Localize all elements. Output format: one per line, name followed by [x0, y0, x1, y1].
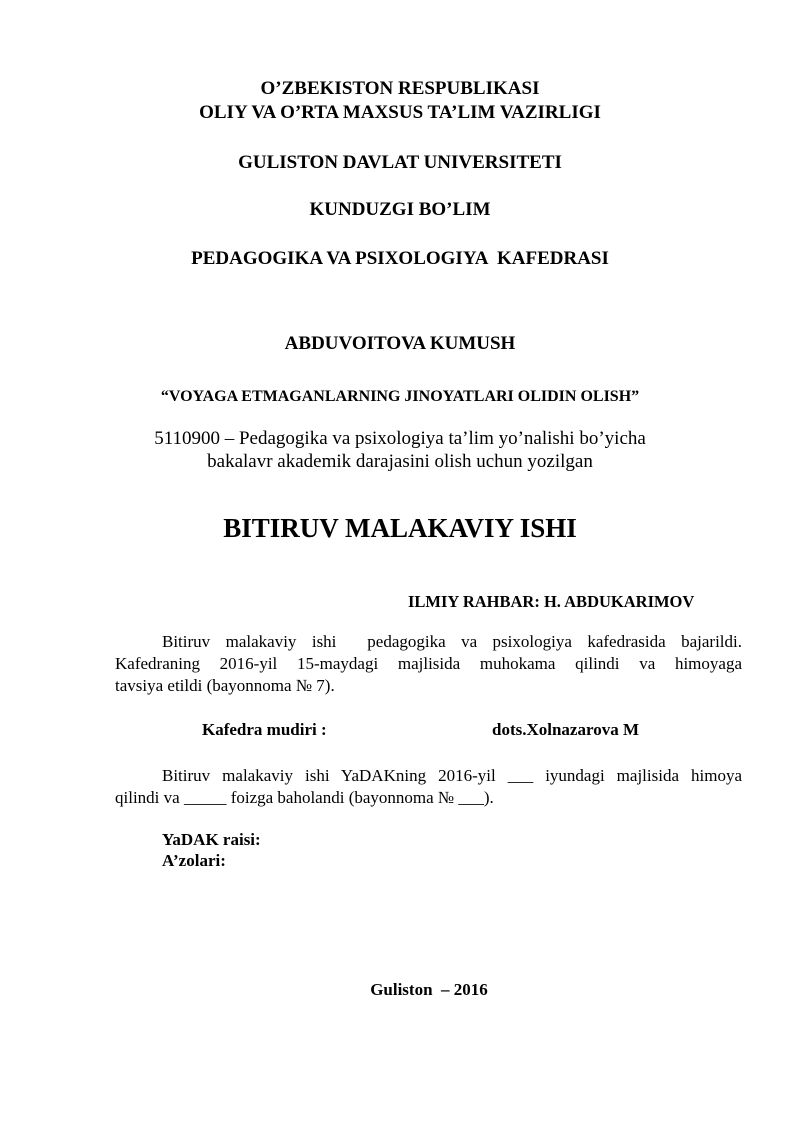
place-and-year: Guliston – 2016 [370, 980, 488, 999]
thesis-topic: “VOYAGA ETMAGANLARNING JINOYATLARI OLIDIN OLISH” [160, 388, 640, 405]
approval-line-2: Kafedraning 2016-yil 15-maydagi majlisida muhokama qilindi va himoyaga [115, 654, 742, 673]
department-type-heading: KUNDUZGI BO’LIM [309, 199, 491, 220]
specialty-line-1: 5110900 – Pedagogika va psixologiya ta’lim yo’nalishi bo’yicha [154, 428, 646, 449]
kafedra-head-label: Kafedra mudiri : [202, 720, 327, 739]
chair-heading: PEDAGOGIKA VA PSIXOLOGIYA KAFEDRASI [191, 248, 609, 269]
defense-line-1: Bitiruv malakaviy ishi YaDAKning 2016-yil ___ iyundagi majlisida himoya [162, 766, 742, 785]
author-name: ABDUVOITOVA KUMUSH [284, 333, 516, 354]
approval-line-1: Bitiruv malakaviy ishi pedagogika va psixologiya kafedrasida bajarildi. [162, 632, 742, 651]
scientific-advisor: ILMIY RAHBAR: H. ABDUKARIMOV [408, 592, 695, 611]
university-heading: GULISTON DAVLAT UNIVERSITETI [238, 152, 562, 173]
approval-line-3: tavsiya etildi (bayonnoma № 7). [115, 676, 335, 695]
approval-paragraph [115, 631, 742, 697]
defense-line-2: qilindi va _____ foizga baholandi (bayonnoma № ___). [115, 788, 494, 807]
committee-chair-label: YaDAK raisi: [162, 830, 261, 849]
kafedra-head-name: dots.Xolnazarova M [492, 720, 640, 739]
committee-members-label: A’zolari: [162, 851, 226, 870]
defense-paragraph [115, 765, 742, 809]
ministry-heading: OLIY VA O’RTA MAXSUS TA’LIM VAZIRLIGI [199, 102, 601, 123]
work-title: BITIRUV MALAKAVIY ISHI [223, 513, 577, 543]
republic-heading: O’ZBEKISTON RESPUBLIKASI [260, 78, 540, 99]
specialty-line-2: bakalavr akademik darajasini olish uchun yozilgan [207, 451, 593, 472]
